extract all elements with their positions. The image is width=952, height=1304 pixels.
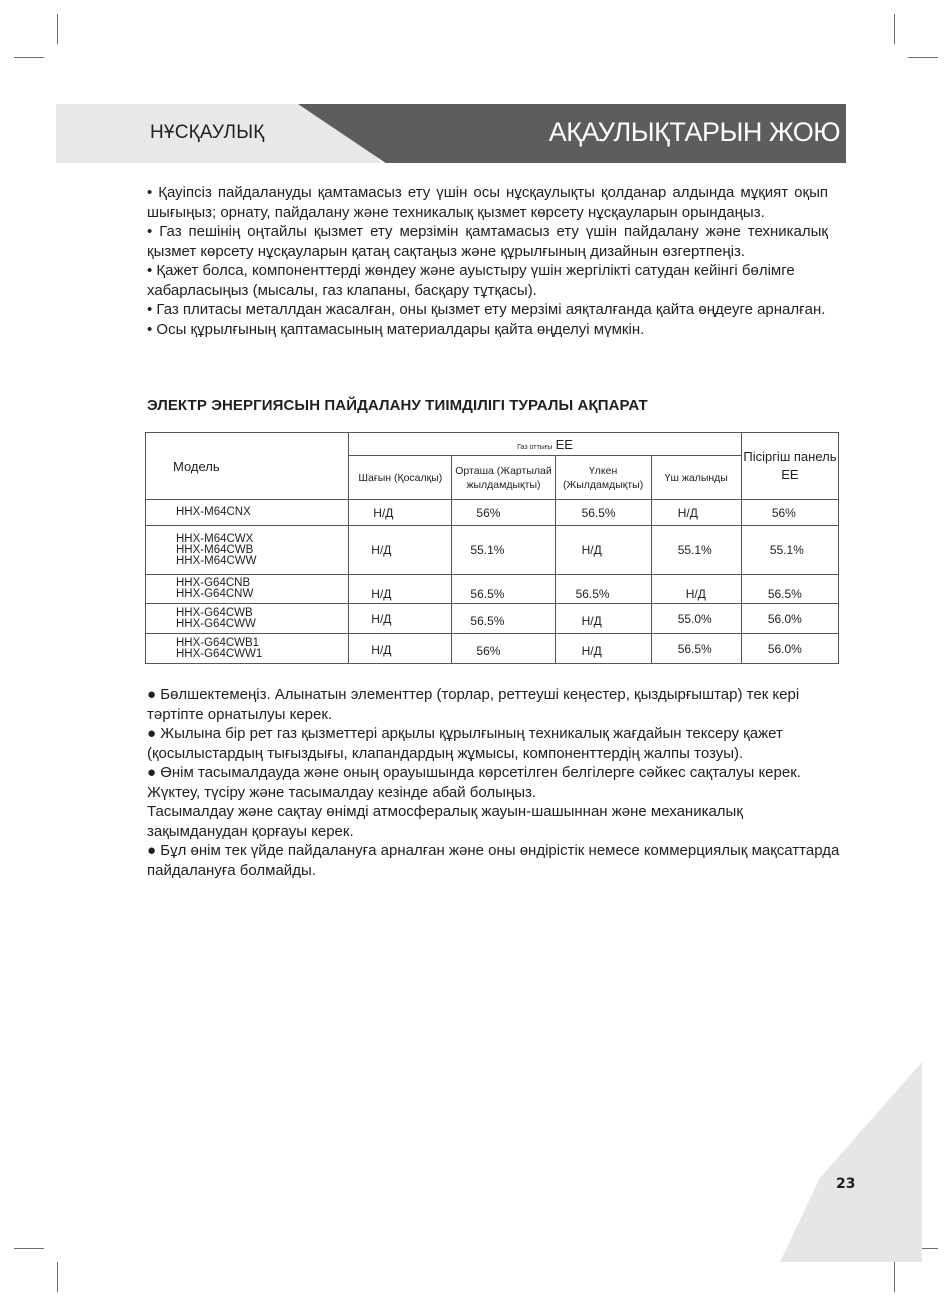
model-name: HHX-G64CWB1 [176, 636, 260, 649]
header-manual-label: НҰСҚАУЛЫҚ [150, 122, 265, 143]
value-cell: Н/Д [349, 634, 452, 664]
header-model: Модель [146, 433, 349, 500]
value-cell: Н/Д [349, 500, 452, 526]
model-name: HHX-M64CWB [176, 543, 254, 556]
value-cell: 56% [452, 634, 555, 664]
value-cell: 55.1% [452, 526, 555, 575]
crop-mark [57, 14, 58, 44]
header-gas-burner [349, 433, 742, 456]
header-gas-burner-label: Газ оттығы [517, 443, 553, 451]
model-name: HHX-G64CNB [176, 577, 251, 589]
value-cell: 55.0% [651, 604, 741, 634]
table-row [146, 575, 839, 604]
value-cell: 56.0% [741, 634, 838, 664]
note-paragraph: ● Бұл өнім тек үйде пайдалануға арналған және оны өндірістік немесе коммерциялық мақсаттарда пайдалануға болмайды. [147, 842, 840, 879]
crop-mark [894, 1262, 895, 1292]
value-cell: 56.5% [452, 604, 555, 634]
value-cell: Н/Д [349, 604, 452, 634]
model-name: HHX-M64CWW [176, 554, 257, 567]
crop-mark [57, 1262, 58, 1292]
value-cell: 56.5% [452, 575, 555, 604]
table-row [146, 604, 839, 634]
model-name: HHX-G64CWW [176, 617, 256, 630]
model-cell [146, 500, 349, 526]
energy-efficiency-table [145, 432, 839, 664]
crop-mark [14, 57, 44, 58]
page-title: АҚАУЛЫҚТАРЫН ЖОЮ [548, 117, 840, 147]
table-row [146, 634, 839, 664]
model-name: HHX-M64CWX [176, 532, 254, 545]
header-gas-burner-ee: ЕЕ [555, 436, 573, 452]
value-cell: Н/Д [349, 526, 452, 575]
page-number: 23 [836, 1176, 856, 1192]
note-paragraph: ● Бөлшектемеңіз. Алынатын элементтер (торлар, реттеуші кеңестер, қыздырғыштар) тек кері тәртіпте орнатылуы керек. [147, 686, 800, 723]
notes-text [147, 685, 847, 880]
intro-text [147, 183, 828, 339]
section-title: ЭЛЕКТР ЭНЕРГИЯСЫН ПАЙДАЛАНУ ТИІМДІЛІГІ ТУРАЛЫ АҚПАРАТ [147, 397, 648, 414]
value-cell: 56.0% [741, 604, 838, 634]
value-cell: 56.5% [555, 575, 651, 604]
header-large-burner: Үлкен (Жылдамдықты) [555, 456, 651, 500]
page-corner-decoration [780, 1062, 922, 1262]
value-cell: Н/Д [555, 634, 651, 664]
note-paragraph: ● Жылына бір рет газ қызметтері арқылы құрылғының техникалық жағдайын тексеру қажет (қосылыстардың тығыздығы, клапандардың жұмысы, компоненттердің жалпы тозуы). [147, 725, 783, 762]
value-cell: 56.5% [555, 500, 651, 526]
header-panel-ee: Пісіргіш панель ЕЕ [741, 433, 838, 500]
crop-mark [908, 57, 938, 58]
crop-mark [894, 14, 895, 44]
intro-paragraph: • Газ плитасы металлдан жасалған, оны қызмет ету мерзімі аяқталғанда қайта өңдеуге арналған. [147, 301, 826, 318]
crop-mark [14, 1248, 44, 1249]
header-small-burner: Шағын (Қосалқы) [349, 456, 452, 500]
intro-paragraph: • Қауіпсіз пайдалануды қамтамасыз ету үшін осы нұсқаулықты қолданар алдында мұқият оқып шығыңыз; орнату, пайдалану және техникалық қызмет көрсету нұсқауларын орындаңыз. [147, 184, 828, 221]
intro-paragraph: • Газ пешінің оңтайлы қызмет ету мерзімін қамтамасыз ету үшін пайдалану және техникалық қызмет көрсету нұсқауларын қатаң сақтаңыз және құрылғының дизайнын өзгертпеңіз. [147, 223, 828, 260]
note-paragraph: ● Өнім тасымалдауда және оның орауышында көрсетілген белгілерге сәйкес сақталуы керек. Жүктеу, түсіру және тасымалдау кезінде абай болыңыз. [147, 764, 801, 801]
value-cell: Н/Д [651, 575, 741, 604]
intro-paragraph: • Қажет болса, компоненттерді жөндеу және ауыстыру үшін жергілікті сатудан кейінгі бөлімге хабарласыңыз (мысалы, газ клапаны, басқару тұтқасы). [147, 262, 795, 299]
value-cell: Н/Д [555, 526, 651, 575]
value-cell: Н/Д [349, 575, 452, 604]
value-cell: Н/Д [651, 500, 741, 526]
model-cell [146, 526, 349, 575]
value-cell: Н/Д [555, 604, 651, 634]
value-cell: 55.1% [651, 526, 741, 575]
header-medium-burner: Орташа (Жартылай жылдамдықты) [452, 456, 555, 500]
value-cell: 56% [741, 500, 838, 526]
value-cell: 56.5% [651, 634, 741, 664]
header-triple-flame: Үш жалынды [651, 456, 741, 500]
model-name: HHX-G64CWW1 [176, 647, 263, 660]
value-cell: 56.5% [741, 575, 838, 604]
model-name: HHX-G64CWB [176, 606, 253, 619]
value-cell: 56% [452, 500, 555, 526]
table-row [146, 526, 839, 575]
model-cell [146, 634, 349, 664]
model-name: HHX-G64CNW [176, 588, 254, 600]
model-cell [146, 604, 349, 634]
model-name: HHX-M64CNX [176, 506, 251, 518]
intro-paragraph: • Осы құрылғының қаптамасының материалдары қайта өңделуі мүмкін. [147, 320, 645, 338]
table-row [146, 500, 839, 526]
note-paragraph: Тасымалдау және сақтау өнімді атмосфералық жауын-шашыннан және механикалық зақымданудан қорғауы керек. [147, 803, 743, 840]
model-cell [146, 575, 349, 604]
value-cell: 55.1% [741, 526, 838, 575]
